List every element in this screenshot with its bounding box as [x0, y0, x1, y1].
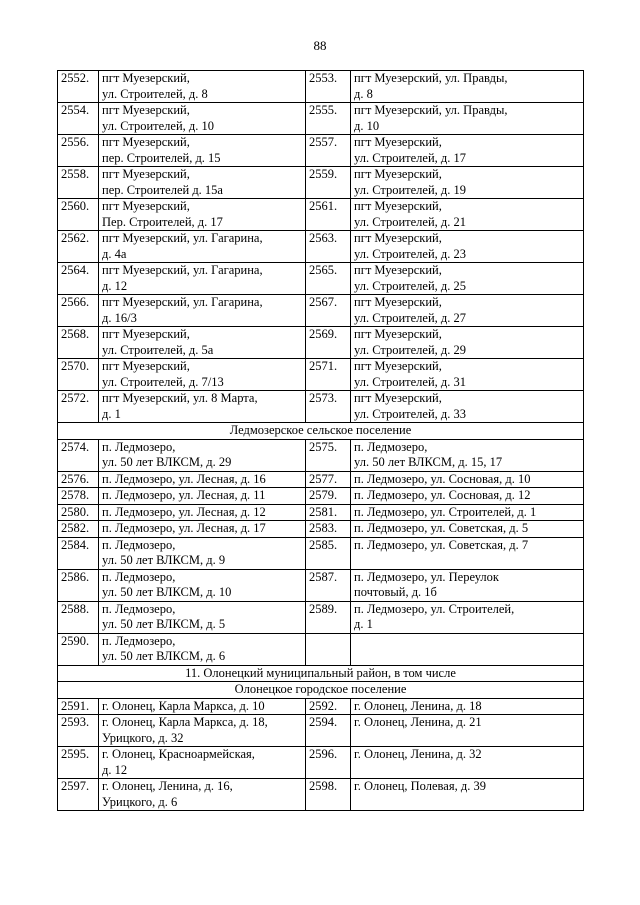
address-cell: пгт Муезерский, ул. Строителей, д. 8 — [99, 71, 306, 103]
address-cell: пгт Муезерский, ул. Строителей, д. 31 — [351, 359, 584, 391]
address-cell: пгт Муезерский, ул. Строителей, д. 17 — [351, 135, 584, 167]
row-number: 2568. — [58, 327, 99, 359]
row-number: 2579. — [306, 488, 351, 505]
row-number: 2582. — [58, 521, 99, 538]
row-number: 2552. — [58, 71, 99, 103]
row-number: 2585. — [306, 537, 351, 569]
section-header: Ледмозерское сельское поселение — [58, 423, 584, 440]
address-cell: пгт Муезерский, ул. 8 Марта, д. 1 — [99, 391, 306, 423]
row-number: 2594. — [306, 715, 351, 747]
address-cell: г. Олонец, Красноармейская, д. 12 — [99, 747, 306, 779]
row-number: 2559. — [306, 167, 351, 199]
row-number: 2558. — [58, 167, 99, 199]
address-cell: п. Ледмозеро, ул. 50 лет ВЛКСМ, д. 5 — [99, 601, 306, 633]
row-number: 2598. — [306, 779, 351, 811]
address-cell: п. Ледмозеро, ул. 50 лет ВЛКСМ, д. 9 — [99, 537, 306, 569]
row-number: 2571. — [306, 359, 351, 391]
section-header-row — [58, 682, 584, 699]
address-cell: пгт Муезерский, ул. Гагарина, д. 12 — [99, 263, 306, 295]
table-row — [58, 698, 584, 715]
address-cell: пгт Муезерский, ул. Гагарина, д. 16/3 — [99, 295, 306, 327]
address-cell: п. Ледмозеро, ул. Строителей, д. 1 — [351, 504, 584, 521]
row-number: 2593. — [58, 715, 99, 747]
table-row — [58, 231, 584, 263]
row-number: 2575. — [306, 439, 351, 471]
row-number: 2589. — [306, 601, 351, 633]
table-row — [58, 537, 584, 569]
table-row — [58, 135, 584, 167]
address-cell: г. Олонец, Карла Маркса, д. 10 — [99, 698, 306, 715]
row-number: 2573. — [306, 391, 351, 423]
section-header-row — [58, 423, 584, 440]
row-number: 2564. — [58, 263, 99, 295]
address-cell: г. Олонец, Карла Маркса, д. 18, Урицкого, д. 32 — [99, 715, 306, 747]
row-number: 2570. — [58, 359, 99, 391]
address-cell: пгт Муезерский, ул. Строителей, д. 33 — [351, 391, 584, 423]
table-row — [58, 601, 584, 633]
table-row — [58, 779, 584, 811]
row-number: 2597. — [58, 779, 99, 811]
row-number: 2596. — [306, 747, 351, 779]
row-number: 2592. — [306, 698, 351, 715]
table-row — [58, 633, 584, 665]
row-number: 2578. — [58, 488, 99, 505]
address-cell: пгт Муезерский, ул. Строителей, д. 10 — [99, 103, 306, 135]
row-number: 2566. — [58, 295, 99, 327]
address-cell: п. Ледмозеро, ул. Переулок почтовый, д. 1б — [351, 569, 584, 601]
address-cell: пгт Муезерский, ул. Строителей, д. 7/13 — [99, 359, 306, 391]
row-number: 2556. — [58, 135, 99, 167]
address-cell: пгт Муезерский, ул. Строителей, д. 21 — [351, 199, 584, 231]
row-number: 2563. — [306, 231, 351, 263]
row-number: 2574. — [58, 439, 99, 471]
address-cell: пгт Муезерский, ул. Строителей, д. 29 — [351, 327, 584, 359]
row-number: 2553. — [306, 71, 351, 103]
table-row — [58, 439, 584, 471]
address-cell: г. Олонец, Ленина, д. 16, Урицкого, д. 6 — [99, 779, 306, 811]
table-row — [58, 521, 584, 538]
address-cell: п. Ледмозеро, ул. Советская, д. 5 — [351, 521, 584, 538]
row-number: 2590. — [58, 633, 99, 665]
address-cell: пгт Муезерский, пер. Строителей д. 15а — [99, 167, 306, 199]
address-cell: п. Ледмозеро, ул. Сосновая, д. 12 — [351, 488, 584, 505]
section-header: 11. Олонецкий муниципальный район, в том числе — [58, 665, 584, 682]
row-number: 2595. — [58, 747, 99, 779]
row-number: 2577. — [306, 471, 351, 488]
table-row — [58, 391, 584, 423]
row-number: 2576. — [58, 471, 99, 488]
row-number: 2565. — [306, 263, 351, 295]
address-cell: п. Ледмозеро, ул. Лесная, д. 16 — [99, 471, 306, 488]
address-cell: п. Ледмозеро, ул. Строителей, д. 1 — [351, 601, 584, 633]
table-row — [58, 295, 584, 327]
row-number: 2583. — [306, 521, 351, 538]
row-number: 2586. — [58, 569, 99, 601]
address-cell: п. Ледмозеро, ул. Сосновая, д. 10 — [351, 471, 584, 488]
row-number: 2560. — [58, 199, 99, 231]
row-number: 2561. — [306, 199, 351, 231]
address-cell: п. Ледмозеро, ул. 50 лет ВЛКСМ, д. 15, 17 — [351, 439, 584, 471]
table-row — [58, 747, 584, 779]
address-cell: пгт Муезерский, ул. Гагарина, д. 4а — [99, 231, 306, 263]
row-number: 2587. — [306, 569, 351, 601]
row-number: 2581. — [306, 504, 351, 521]
address-cell: пгт Муезерский, ул. Правды, д. 10 — [351, 103, 584, 135]
row-number: 2572. — [58, 391, 99, 423]
address-cell: г. Олонец, Ленина, д. 18 — [351, 698, 584, 715]
table-row — [58, 71, 584, 103]
address-cell: п. Ледмозеро, ул. 50 лет ВЛКСМ, д. 6 — [99, 633, 306, 665]
table-row — [58, 569, 584, 601]
table-row — [58, 359, 584, 391]
address-cell: пгт Муезерский, ул. Строителей, д. 5а — [99, 327, 306, 359]
row-number — [306, 633, 351, 665]
address-cell: п. Ледмозеро, ул. Лесная, д. 17 — [99, 521, 306, 538]
address-cell: пгт Муезерский, ул. Строителей, д. 23 — [351, 231, 584, 263]
table-row — [58, 199, 584, 231]
section-header: Олонецкое городское поселение — [58, 682, 584, 699]
table-row — [58, 103, 584, 135]
address-cell: г. Олонец, Ленина, д. 32 — [351, 747, 584, 779]
address-cell: пгт Муезерский, ул. Строителей, д. 25 — [351, 263, 584, 295]
table-row — [58, 715, 584, 747]
address-cell: п. Ледмозеро, ул. Советская, д. 7 — [351, 537, 584, 569]
address-cell: пгт Муезерский, пер. Строителей, д. 15 — [99, 135, 306, 167]
address-cell: п. Ледмозеро, ул. 50 лет ВЛКСМ, д. 29 — [99, 439, 306, 471]
address-cell: п. Ледмозеро, ул. 50 лет ВЛКСМ, д. 10 — [99, 569, 306, 601]
table-row — [58, 504, 584, 521]
address-cell: п. Ледмозеро, ул. Лесная, д. 11 — [99, 488, 306, 505]
table-row — [58, 327, 584, 359]
row-number: 2555. — [306, 103, 351, 135]
table-row — [58, 488, 584, 505]
row-number: 2591. — [58, 698, 99, 715]
row-number: 2580. — [58, 504, 99, 521]
address-cell: г. Олонец, Полевая, д. 39 — [351, 779, 584, 811]
address-cell: пгт Муезерский, ул. Строителей, д. 27 — [351, 295, 584, 327]
address-cell: пгт Муезерский, ул. Правды, д. 8 — [351, 71, 584, 103]
address-cell: пгт Муезерский, Пер. Строителей, д. 17 — [99, 199, 306, 231]
row-number: 2588. — [58, 601, 99, 633]
row-number: 2584. — [58, 537, 99, 569]
address-cell — [351, 633, 584, 665]
row-number: 2562. — [58, 231, 99, 263]
row-number: 2554. — [58, 103, 99, 135]
table-row — [58, 263, 584, 295]
section-header-row — [58, 665, 584, 682]
table-row — [58, 471, 584, 488]
table-row — [58, 167, 584, 199]
row-number: 2567. — [306, 295, 351, 327]
page-number: 88 — [313, 38, 327, 53]
address-cell: пгт Муезерский, ул. Строителей, д. 19 — [351, 167, 584, 199]
address-table — [57, 70, 584, 811]
address-cell: г. Олонец, Ленина, д. 21 — [351, 715, 584, 747]
row-number: 2569. — [306, 327, 351, 359]
address-cell: п. Ледмозеро, ул. Лесная, д. 12 — [99, 504, 306, 521]
row-number: 2557. — [306, 135, 351, 167]
